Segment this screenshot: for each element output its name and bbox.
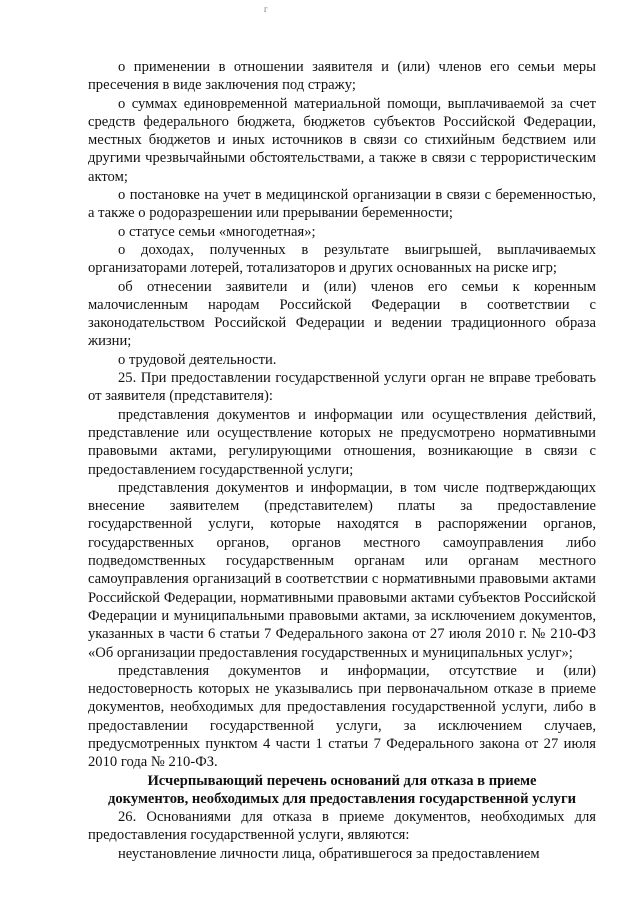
paragraph: 26. Основаниями для отказа в приеме документов, необходимых для предоставления государственной услуги, являются: bbox=[88, 809, 596, 844]
paragraph: о доходах, полученных в результате выигрышей, выплачиваемых организаторами лотерей, тотализаторов и других основанных на риске игр; bbox=[88, 241, 596, 277]
paragraph: неустановление личности лица, обратившегося за предоставлением bbox=[118, 845, 540, 862]
section-heading bbox=[88, 772, 596, 809]
paragraph: о статусе семьи «многодетная»; bbox=[118, 223, 316, 240]
paragraph: 25. При предоставлении государственной услуги орган не вправе требовать от заявителя (представителя): bbox=[88, 370, 596, 405]
paragraph: представления документов и информации, отсутствие и (или) недостоверность которых не указывались при первоначальном отказе в приеме документов, необходимых для предоставления государственной услуги, либо в предоставлении государственной услуги, за исключением случаев, предусмотренных пунктом 4 части 1 статьи 7 Федерального закона от 27 июля 2010 года № 210-ФЗ. bbox=[88, 662, 596, 771]
section-heading-line: документов, необходимых для предоставления государственной услуги bbox=[108, 790, 576, 807]
paragraph: представления документов и информации или осуществления действий, представление или осуществление которых не предусмотрено нормативными правовыми актами, регулирующими отношения, возникающие в связи с предоставлением государственной услуги; bbox=[88, 406, 596, 478]
paragraph: о постановке на учет в медицинской организации в связи с беременностью, а также о родоразрешении или прерывании беременности; bbox=[88, 187, 596, 222]
paragraph: о трудовой деятельности. bbox=[118, 351, 277, 368]
paragraph: об отнесении заявители и (или) членов его семьи к коренным малочисленным народам Российской Федерации в соответствии с законодательством Российской Федерации и ведении традиционного образа жизни; bbox=[88, 278, 596, 350]
scan-artifact: г bbox=[264, 4, 268, 14]
paragraph: о применении в отношении заявителя и (или) членов его семьи меры пресечения в виде заключения под стражу; bbox=[88, 59, 596, 94]
document-body bbox=[88, 58, 596, 863]
paragraph: о суммах единовременной материальной помощи, выплачиваемой за счет средств федерального бюджета, бюджетов субъектов Российской Федерации, местных бюджетов и иных источников в связи со стихийным бедствием или другими чрезвычайными обстоятельствами, а также в связи с террористическим актом; bbox=[88, 95, 596, 185]
section-heading-line: Исчерпывающий перечень оснований для отказа в приеме bbox=[147, 772, 537, 789]
paragraph: представления документов и информации, в том числе подтверждающих внесение заявителем (представителем) платы за предоставление государственной услуги, которые находятся в распоряжении органов, государственных органов, органов местного самоуправления либо подведомственных государственным органам или органам местного самоуправления организаций в соответствии с нормативными правовыми актами Российской Федерации, нормативными правовыми актами субъектов Российской Федерации и муниципальными правовыми актами, за исключением документов, указанных в части 6 статьи 7 Федерального закона от 27 июля 2010 г. № 210-ФЗ «Об организации предоставления государственных и муниципальных услуг»; bbox=[88, 479, 596, 661]
